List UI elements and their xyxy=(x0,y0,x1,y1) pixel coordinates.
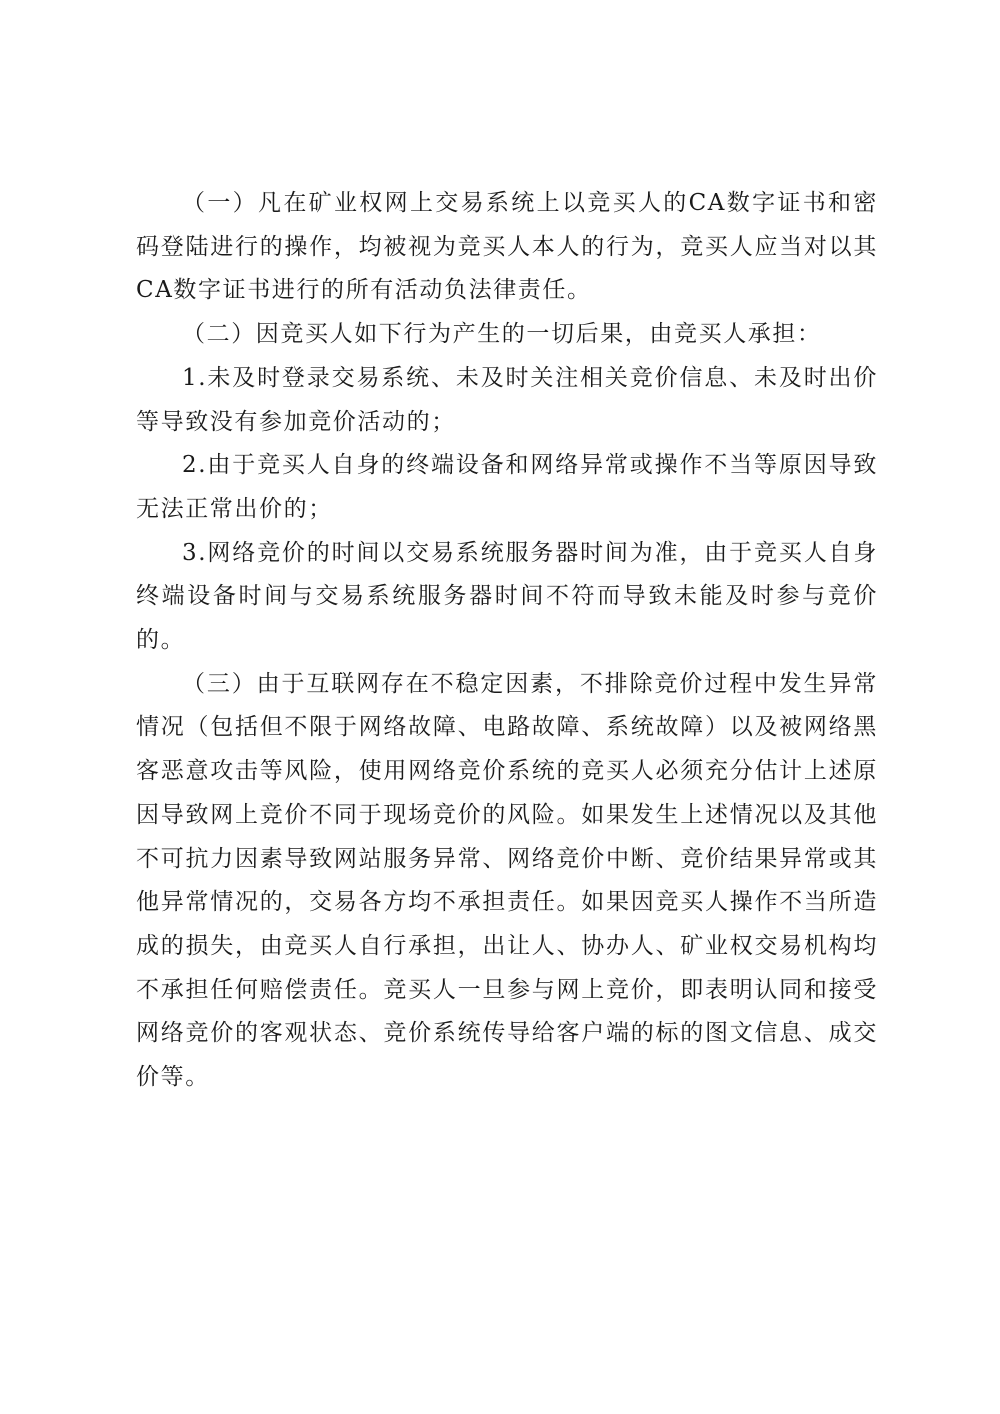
paragraph-ca-certificate: （一）凡在矿业权网上交易系统上以竞买人的CA数字证书和密码登陆进行的操作，均被视为竞买人本人的行为，竞买人应当对以其CA数字证书进行的所有活动负法律责任。 xyxy=(136,190,878,304)
paragraph-internet-risk: （三）由于互联网存在不稳定因素，不排除竞价过程中发生异常情况（包括但不限于网络故障、电路故障、系统故障）以及被网络黑客恶意攻击等风险，使用网络竞价系统的竞买人必须充分估计上述原因导致网上竞价不同于现场竞价的风险。如果发生上述情况以及其他不可抗力因素导致网站服务异常、网络竞价中断、竞价结果异常或其他异常情况的，交易各方均不承担责任。如果因竞买人操作不当所造成的损失，由竞买人自行承担，出让人、协办人、矿业权交易机构均不承担任何赔偿责任。竞买人一旦参与网上竞价，即表明认同和接受网络竞价的客观状态、竞价系统传导给客户端的标的图文信息、成交价等。 xyxy=(136,670,878,1091)
list-item-3: 3.网络竞价的时间以交易系统服务器时间为准，由于竞买人自身终端设备时间与交易系统服务器时间不符而导致未能及时参与竞价的。 xyxy=(136,539,878,654)
document-body xyxy=(136,182,878,1100)
list-item-2: 2.由于竞买人自身的终端设备和网络异常或操作不当等原因导致无法正常出价的； xyxy=(136,452,878,522)
list-item-1: 1.未及时登录交易系统、未及时关注相关竞价信息、未及时出价等导致没有参加竞价活动的； xyxy=(136,364,878,435)
paragraph-bidder-liability: （二）因竞买人如下行为产生的一切后果，由竞买人承担： xyxy=(182,321,822,348)
